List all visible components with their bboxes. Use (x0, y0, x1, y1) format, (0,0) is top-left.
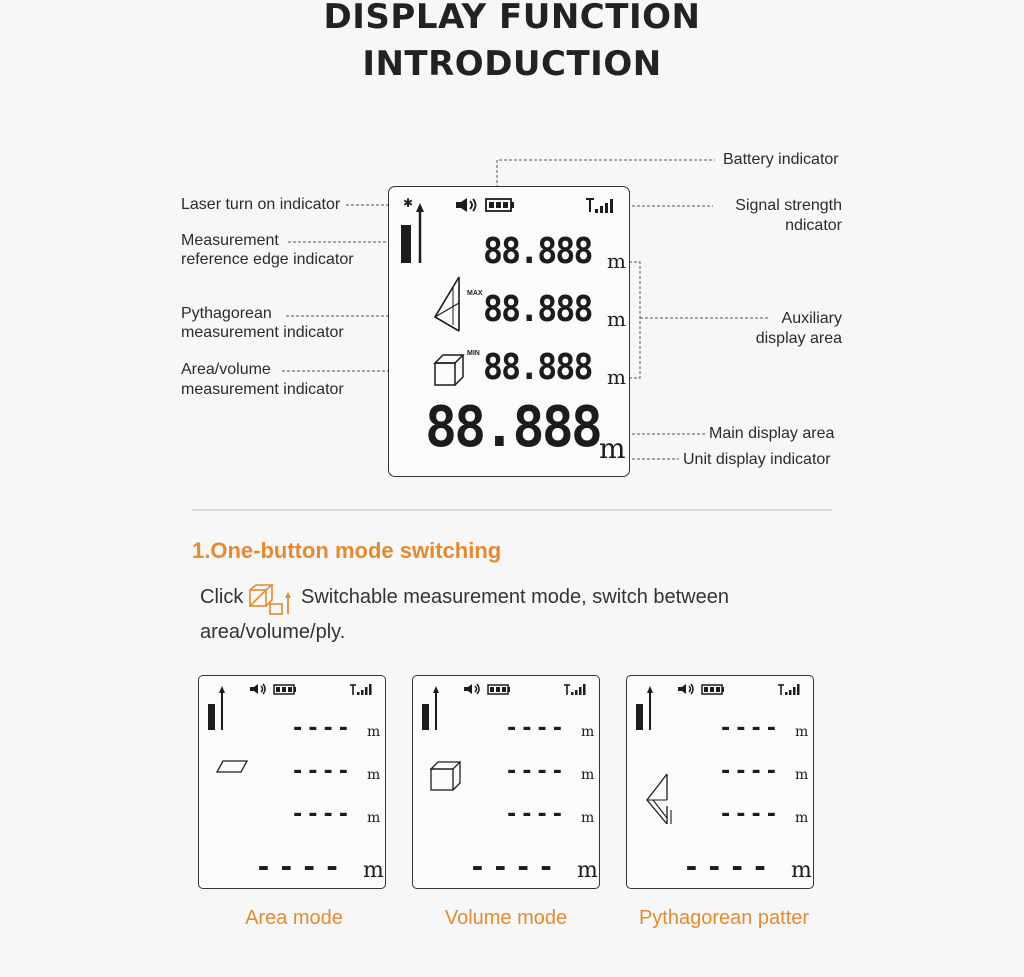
battery-icon (485, 198, 515, 212)
reference-edge-icon (635, 684, 657, 734)
laser-indicator-label: Laser turn on indicator (181, 196, 341, 213)
aux-unit-1: m (795, 724, 809, 740)
auxiliary-label-2: display area (755, 330, 842, 347)
main-display-label: Main display area (709, 425, 835, 442)
aux-dashes-2: ---- (719, 759, 780, 784)
aux-unit-3: m (367, 810, 381, 826)
auxiliary-label-1: Auxiliary (781, 310, 842, 327)
cube-icon (433, 353, 465, 387)
battery-icon (701, 684, 725, 695)
pythagorean-mode-screen (626, 675, 814, 889)
signal-icon (563, 683, 591, 697)
min-label: MIN (467, 350, 480, 357)
signal-strength-label-2: ndicator (785, 217, 842, 234)
page-title-line-2: INTRODUCTION (362, 44, 662, 84)
mode-button-icon (248, 584, 294, 616)
aux-dashes-2: ---- (291, 759, 352, 784)
main-unit: m (599, 432, 626, 465)
unit-display-label: Unit display indicator (683, 451, 831, 468)
volume-mode-caption: Volume mode (444, 907, 568, 929)
pythagorean-icon (433, 275, 463, 333)
aux-unit-2: m (795, 767, 809, 783)
aux-unit-2: m (581, 767, 595, 783)
pythagorean-label-1: Pythagorean (181, 305, 272, 322)
reference-edge-label-2: reference edge indicator (181, 251, 354, 268)
pythagorean-mode-caption: Pythagorean patter (638, 907, 810, 929)
aux-unit-1: m (581, 724, 595, 740)
aux-dashes-2: ---- (505, 759, 566, 784)
section-divider (192, 509, 832, 511)
battery-icon (487, 684, 511, 695)
aux-display-row-1: 88.888 (483, 231, 592, 272)
svg-text:✱: ✱ (403, 196, 414, 210)
main-unit: m (577, 858, 598, 883)
pythagorean-icon (645, 772, 675, 826)
speaker-icon (455, 197, 479, 213)
reference-edge-icon (207, 684, 229, 734)
signal-icon (777, 683, 805, 697)
section-title: 1.One-button mode switching (192, 538, 502, 563)
aux-dashes-1: ---- (505, 716, 566, 741)
page-title-line-1: DISPLAY FUNCTION (323, 0, 701, 37)
aux-dashes-1: ---- (291, 716, 352, 741)
battery-indicator-label: Battery indicator (723, 151, 839, 168)
click-word: Click (200, 586, 244, 608)
aux-unit-1: m (367, 724, 381, 740)
main-unit: m (791, 858, 812, 883)
aux-unit-3: m (795, 810, 809, 826)
area-volume-label-2: measurement indicator (181, 381, 344, 398)
area-mode-caption: Area mode (245, 907, 343, 929)
volume-mode-screen (412, 675, 600, 889)
max-label: MAX (467, 290, 483, 297)
reference-edge-label-1: Measurement (181, 232, 279, 249)
speaker-icon (463, 683, 483, 695)
reference-edge-icon (399, 197, 429, 267)
aux-dashes-3: ---- (291, 802, 352, 827)
area-volume-label-1: Area/volume (181, 361, 271, 378)
aux-unit-3: m (581, 810, 595, 826)
area-mode-screen (198, 675, 386, 889)
signal-icon (349, 683, 377, 697)
aux-unit-2: m (607, 307, 626, 331)
pythagorean-label-2: measurement indicator (181, 324, 344, 341)
main-unit: m (363, 858, 384, 883)
aux-unit-2: m (367, 767, 381, 783)
aux-unit-3: m (607, 365, 626, 389)
aux-unit-1: m (607, 249, 626, 273)
area-icon (215, 760, 249, 774)
aux-display-row-3: 88.888 (483, 347, 592, 388)
description-line-2: area/volume/ply. (200, 621, 346, 643)
lcd-screen (388, 186, 630, 477)
signal-icon (585, 197, 619, 215)
speaker-icon (249, 683, 269, 695)
main-display-digits: 88.888 (425, 395, 601, 460)
speaker-icon (677, 683, 697, 695)
reference-edge-icon (421, 684, 443, 734)
main-dashes: ---- (469, 850, 561, 883)
aux-dashes-3: ---- (719, 802, 780, 827)
main-dashes: ---- (255, 850, 347, 883)
main-dashes: ---- (683, 850, 775, 883)
signal-strength-label-1: Signal strength (735, 197, 842, 214)
aux-display-row-2: 88.888 (483, 289, 592, 330)
battery-icon (273, 684, 297, 695)
aux-dashes-1: ---- (719, 716, 780, 741)
description-line-1: Switchable measurement mode, switch between (301, 586, 729, 608)
aux-dashes-3: ---- (505, 802, 566, 827)
cube-icon (429, 760, 463, 792)
